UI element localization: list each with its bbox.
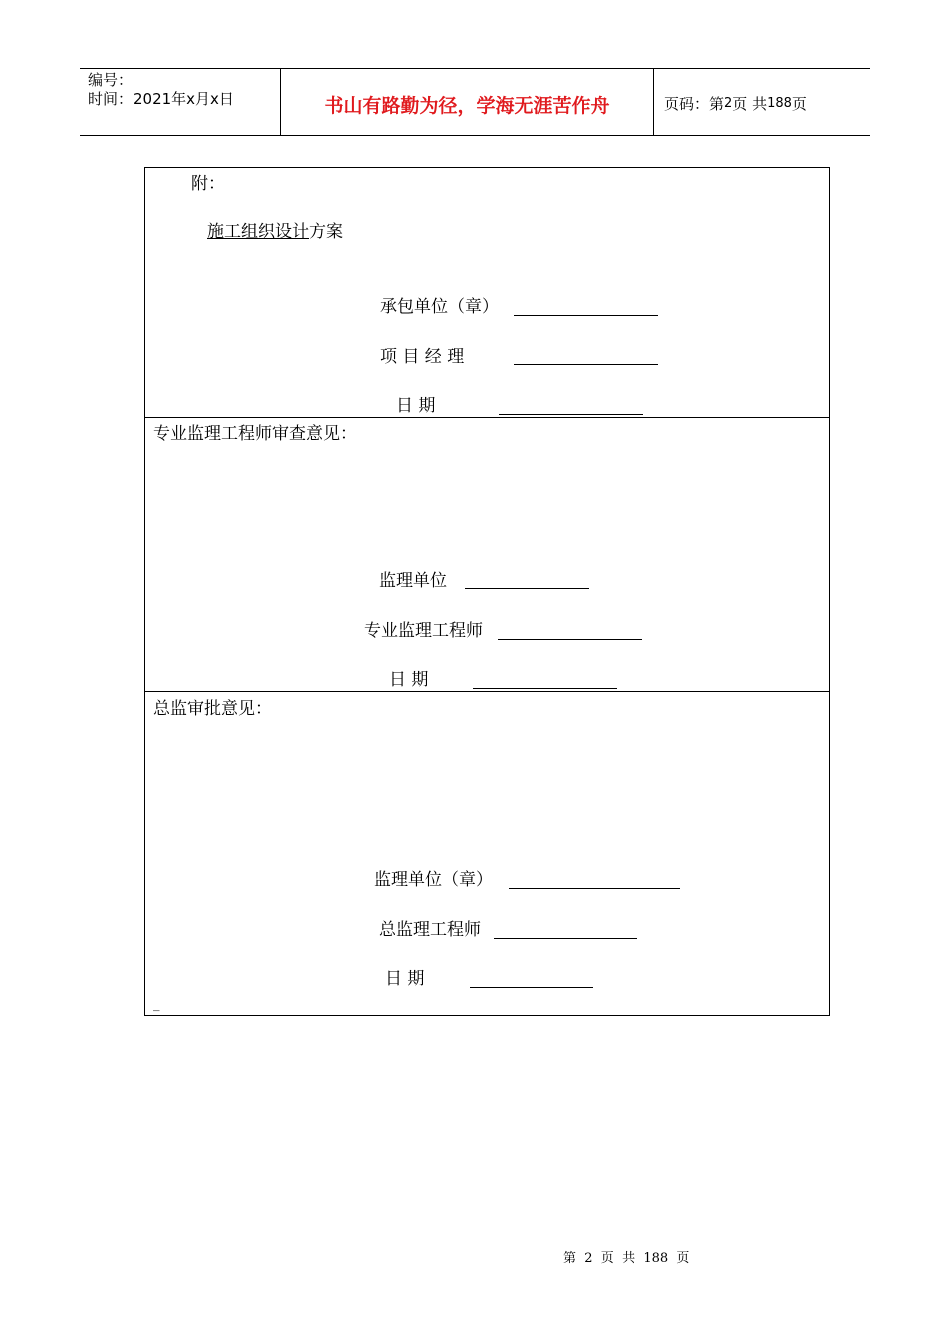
attach-label: 附： [191,174,225,194]
manager-label: 项 目 经 理 [380,347,465,367]
trailing-mark: _ [153,997,160,1012]
page-mid: 页 共 [732,94,768,113]
page-total: 188 [767,95,792,111]
plan-title [207,222,343,242]
approval-form [144,167,830,1016]
plan-rest: 方案 [309,222,343,242]
engineer-review-section [145,418,829,692]
page-number: 2 [724,95,733,111]
specialist-engineer-line[interactable] [498,639,642,640]
supervision-unit-label: 监理单位 [379,571,447,591]
date-label-3: 日 期 [385,969,425,989]
specialist-engineer-label: 专业监理工程师 [364,621,483,641]
header-page-info [654,69,870,135]
date-label-2: 日 期 [389,670,429,690]
chief-unit-label: 监理单位（章） [374,870,493,890]
chief-approval-section [145,692,829,1016]
date-label-1: 日 期 [396,396,436,416]
date-line-1[interactable] [499,414,643,415]
chief-approval-title: 总监审批意见： [153,699,272,719]
manager-signature-line[interactable] [514,364,658,365]
header-info [80,69,281,135]
time-label: 时间：2021年x月x日 [88,90,234,108]
plan-underlined: 施工组织设计 [207,222,309,242]
date-line-2[interactable] [473,688,617,689]
contractor-label: 承包单位（章） [380,297,499,317]
header-motto: 书山有路勤为径，学海无涯苦作舟 [281,69,654,135]
engineer-review-title: 专业监理工程师审查意见： [153,424,357,444]
chief-engineer-line[interactable] [494,938,637,939]
chief-engineer-label: 总监理工程师 [379,920,481,940]
page-footer: 第 2 页 共 188 页 [563,1251,690,1266]
code-label: 编号： [88,71,134,89]
contractor-signature-line[interactable] [514,315,658,316]
page-prefix: 页码：第 [664,94,725,113]
supervision-unit-line[interactable] [465,588,589,589]
page-suffix: 页 [791,94,807,113]
submission-section [145,168,829,418]
chief-unit-line[interactable] [509,888,680,889]
date-line-3[interactable] [470,987,593,988]
page-header [80,68,870,136]
